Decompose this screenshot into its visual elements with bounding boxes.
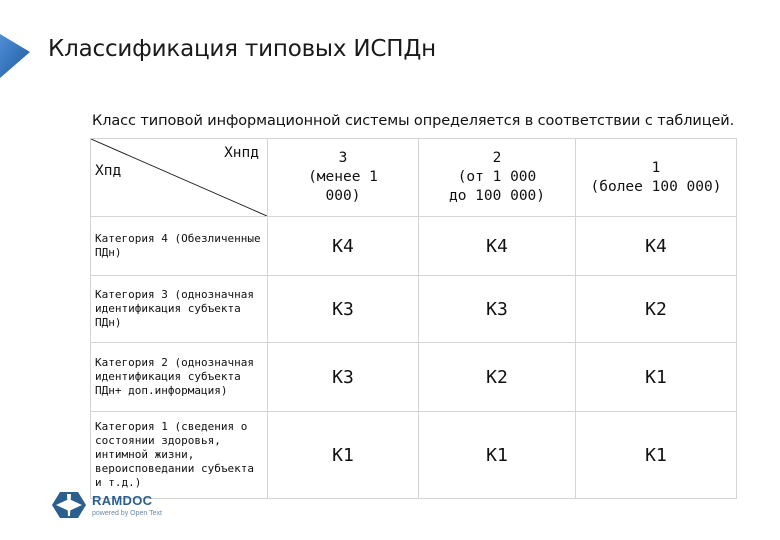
class-cell: К2 bbox=[419, 343, 576, 412]
class-cell: К4 bbox=[268, 217, 419, 276]
logo-tagline: powered by Open Text bbox=[92, 510, 162, 517]
ramdoc-logo-icon bbox=[50, 488, 88, 522]
table-row bbox=[91, 343, 737, 412]
class-cell: К4 bbox=[576, 217, 737, 276]
table-corner-cell bbox=[91, 139, 268, 217]
class-cell: К3 bbox=[268, 276, 419, 343]
logo-wordmark: RAMDOC bbox=[92, 493, 153, 508]
title-accent-shape bbox=[0, 34, 30, 78]
class-cell: К1 bbox=[268, 412, 419, 499]
table-row bbox=[91, 412, 737, 499]
class-cell: К1 bbox=[419, 412, 576, 499]
column-header-line: 3 bbox=[338, 150, 348, 166]
table-row bbox=[91, 276, 737, 343]
column-header-3 bbox=[268, 139, 419, 217]
class-cell: К1 bbox=[576, 343, 737, 412]
class-cell: К1 bbox=[576, 412, 737, 499]
classification-table bbox=[90, 138, 737, 499]
category-cell: Категория 1 (сведения о состоянии здоровья, интимной жизни, вероисповедании субъекта и т.д.) bbox=[91, 412, 268, 499]
class-cell: К3 bbox=[268, 343, 419, 412]
table-row bbox=[91, 217, 737, 276]
table-header-row bbox=[91, 139, 737, 217]
corner-label-top: Хнпд bbox=[224, 145, 259, 161]
category-cell: Категория 2 (однозначная идентификация субъекта ПДн+ доп.информация) bbox=[91, 343, 268, 412]
class-cell: К3 bbox=[419, 276, 576, 343]
page-subtitle: Класс типовой информационной системы определяется в соответствии с таблицей. bbox=[92, 113, 735, 129]
column-header-line: 1 bbox=[651, 159, 661, 176]
ramdoc-logo bbox=[50, 488, 210, 524]
column-header-line: 2 bbox=[492, 150, 502, 166]
column-header-line: до 100 000) bbox=[448, 188, 546, 204]
page-title: Классификация типовых ИСПДн bbox=[48, 36, 436, 62]
column-header-1 bbox=[576, 139, 737, 217]
column-header-line: (более 100 000) bbox=[590, 178, 722, 195]
class-cell: К2 bbox=[576, 276, 737, 343]
category-cell: Категория 4 (Обезличенные ПДн) bbox=[91, 217, 268, 276]
column-header-line: 000) bbox=[325, 188, 361, 204]
column-header-line: (от 1 000 bbox=[457, 169, 537, 185]
class-cell: К4 bbox=[419, 217, 576, 276]
corner-label-bottom: Хпд bbox=[95, 163, 122, 179]
column-header-2 bbox=[419, 139, 576, 217]
column-header-line: (менее 1 bbox=[308, 169, 378, 185]
category-cell: Категория 3 (однозначная идентификация субъекта ПДн) bbox=[91, 276, 268, 343]
